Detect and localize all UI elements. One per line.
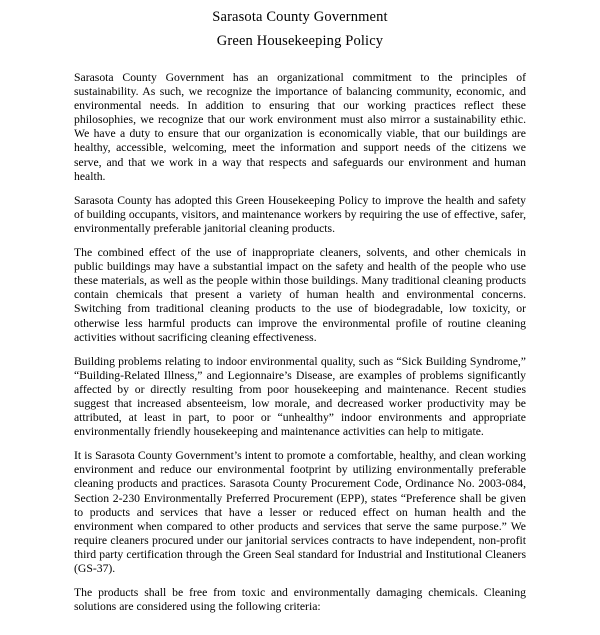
body-paragraph: It is Sarasota County Government’s intent to promote a comfortable, healthy, and clean working environment and reduce our environmental footprint by utilizing environmentally preferable cleaning products and practices. Sarasota County Procurement Code, Ordinance No. 2003-084, Section 2-230 Environmentally Preferred Procurement (EPP), states “Preference shall be given to products and services that have a lesser or reduced effect on human health and the environment when compared to other products and services that serve the same purpose.” We require cleaners procured under our janitorial services contracts to have independent, non-profit third party certification through the Green Seal standard for Industrial and Institutional Cleaners (GS-37).	[74, 449, 526, 575]
page-subtitle: Green Housekeeping Policy	[216, 33, 384, 49]
document-header	[0, 0, 600, 53]
body-paragraph: Sarasota County Government has an organizational commitment to the principles of sustainability. As such, we recognize the importance of balancing community, economic, and environmental needs. In addition to ensuring that our working practices reflect these philosophies, we recognize that our work environment must also mirror a sustainability ethic. We have a duty to ensure that our organization is economically viable, that our buildings are healthy, accessible, welcoming, meet the information and support needs of the citizens we serve, and that we work in a way that respects and safeguards our environment and human health.	[74, 71, 526, 183]
body-paragraph: The products shall be free from toxic and environmentally damaging chemicals. Cleaning solutions are considered using the following criteria:	[74, 586, 526, 614]
body-paragraph: Building problems relating to indoor environmental quality, such as “Sick Building Syndrome,” “Building-Related Illness,” and Legionnaire’s Disease, are examples of problems significantly affected by or directly resulting from poor housekeeping and maintenance. Recent studies suggest that increased absenteeism, low morale, and decreased worker productivity may be attributed, at least in part, to poor or “unhealthy” indoor environments and appropriate environmentally friendly housekeeping and maintenance activities can help to mitigate.	[74, 354, 526, 439]
body-paragraph: Sarasota County has adopted this Green Housekeeping Policy to improve the health and safety of building occupants, visitors, and maintenance workers by requiring the use of effective, safer, environmentally preferable janitorial cleaning products.	[74, 193, 526, 235]
page-title: Sarasota County Government	[212, 9, 388, 25]
body-paragraph: The combined effect of the use of inappropriate cleaners, solvents, and other chemicals in public buildings may have a substantial impact on the safety and health of the people who use these materials, as well as the people within those buildings. Many traditional cleaning products contain chemicals that present a variety of human health and environmental concerns. Switching from traditional cleaning products to the use of biodegradable, low toxicity, or otherwise less harmful products can improve the environmental profile of routine cleaning activities without sacrificing cleaning effectiveness.	[74, 246, 526, 344]
document-body	[0, 71, 600, 614]
